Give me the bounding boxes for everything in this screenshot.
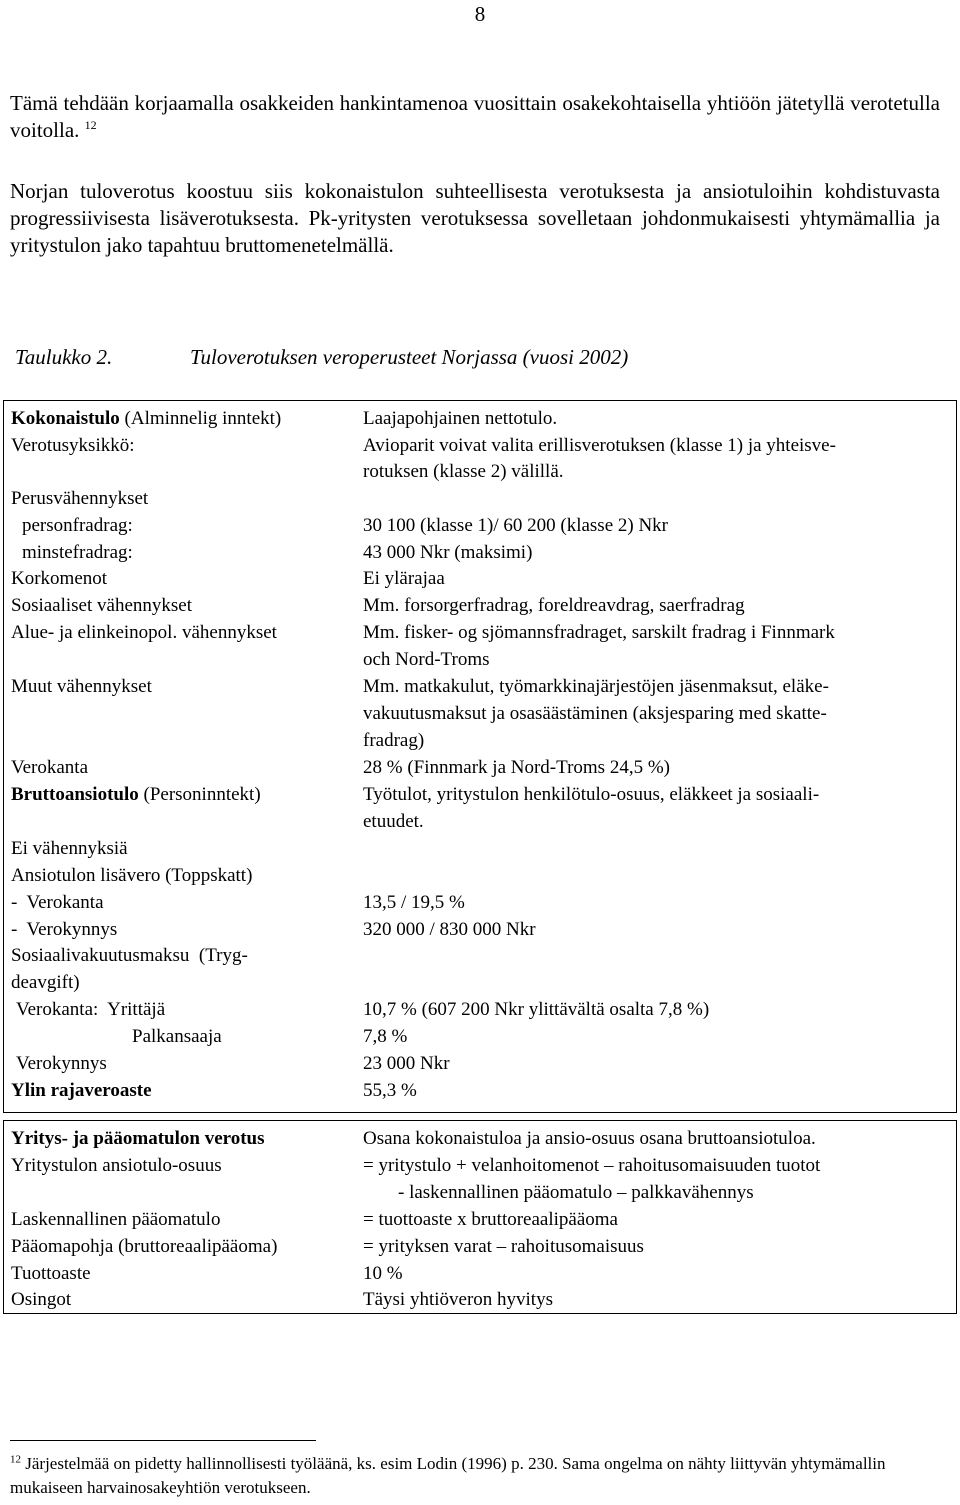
kokonaistulo-bold: Kokonaistulo: [11, 408, 120, 429]
palkansaaja-value: 7,8 %: [363, 1026, 408, 1047]
verotusyksikko-value-2: rotuksen (klasse 2) välillä.: [363, 461, 564, 482]
paaomapohja-label: Pääomapohja (bruttoreaalipääoma): [11, 1236, 278, 1257]
palkansaaja-label: Palkansaaja: [132, 1026, 222, 1047]
bruttoansiotulo-value-1: Työtulot, yritystulon henkilötulo-osuus, eläkkeet ja sosiaali-: [363, 784, 820, 805]
muut-value-3: fradrag): [363, 730, 425, 751]
alue-value-2: och Nord-Troms: [363, 649, 490, 670]
sosiaalivakuutusmaksu-2: deavgift): [11, 972, 80, 993]
paragraph-2: Norjan tuloverotus koostuu siis kokonaistulon suhteellisesta verotuksesta ja ansiotuloihin kohdistuvasta progressiivisesta lisäverotuksesta. Pk-yritysten verotuksessa sovelletaan johdonmukaisesti yhtymämallia ja yritystulon jako tapahtuu bruttomenetelmällä.: [10, 179, 940, 257]
korkomenot-label: Korkomenot: [11, 568, 108, 589]
verotusyksikko-label: Verotusyksikkö:: [11, 435, 135, 456]
toppskatt-verokanta-label: - Verokanta: [11, 892, 104, 913]
paragraph-1: [10, 90, 940, 144]
footnote: [10, 1452, 930, 1500]
minstefradrag-label: minstefradrag:: [22, 542, 133, 563]
personfradrag-value: 30 100 (klasse 1)/ 60 200 (klasse 2) Nkr: [363, 515, 669, 536]
osingot-value: Täysi yhtiöveron hyvitys: [363, 1289, 553, 1310]
verokynnys2-label: Verokynnys: [16, 1053, 107, 1074]
muut-label: Muut vähennykset: [11, 676, 152, 697]
kokonaistulo-rest: (Alminnelig inntekt): [124, 408, 282, 429]
ylin-rajaveroaste-label: Ylin rajaveroaste: [11, 1080, 152, 1101]
sosiaaliset-label: Sosiaaliset vähennykset: [11, 595, 192, 616]
ylin-rajaveroaste-value: 55,3 %: [363, 1080, 417, 1101]
table-caption-title: Tuloverotuksen veroperusteet Norjassa (vuosi 2002): [190, 345, 629, 369]
tuottoaste-label: Tuottoaste: [11, 1263, 91, 1284]
alue-label: Alue- ja elinkeinopol. vähennykset: [11, 622, 277, 643]
paaomapohja-value: = yrityksen varat – rahoitusomaisuus: [363, 1236, 644, 1257]
verokynnys2-value: 23 000 Nkr: [363, 1053, 450, 1074]
toppskatt-verokynnys-value: 320 000 / 830 000 Nkr: [363, 919, 536, 940]
osingot-label: Osingot: [11, 1289, 72, 1310]
ansiotulon-lisavero: Ansiotulon lisävero (Toppskatt): [11, 865, 253, 886]
muut-value-2: vakuutusmaksut ja osasäästäminen (aksjesparing med skatte-: [363, 703, 827, 724]
yritystulon-value-1: = yritystulo + velanhoitomenot – rahoitusomaisuuden tuotot: [363, 1155, 821, 1176]
verotusyksikko-value-1: Avioparit voivat valita erillisverotuksen (klasse 1) ja yhteisve-: [363, 435, 836, 456]
personfradrag-label: personfradrag:: [22, 515, 133, 536]
laskennallinen-label: Laskennallinen pääomatulo: [11, 1209, 221, 1230]
verokanta-yrittaja-label: Verokanta: Yrittäjä: [16, 999, 166, 1020]
table-caption-label: Taulukko 2.: [15, 345, 113, 369]
footnote-ref: 12: [84, 118, 97, 132]
bruttoansiotulo-rest: (Personinntekt): [143, 784, 261, 805]
business-income-table-box: [3, 1120, 957, 1314]
ei-vahennyksia: Ei vähennyksiä: [11, 838, 128, 859]
yritys-heading-value: Osana kokonaistuloa ja ansio-osuus osana bruttoansiotuloa.: [363, 1128, 816, 1149]
laskennallinen-value: = tuottoaste x bruttoreaalipääoma: [363, 1209, 618, 1230]
sosiaalivakuutusmaksu-1: Sosiaalivakuutusmaksu (Tryg-: [11, 945, 248, 966]
paragraph-1-text: Tämä tehdään korjaamalla osakkeiden hankintamenoa vuosittain osakekohtaisella yhtiöön jätetyllä verotetulla voitolla.: [10, 91, 940, 142]
table-caption: [15, 345, 629, 370]
yritys-heading: Yritys- ja pääomatulon verotus: [11, 1128, 265, 1149]
tuottoaste-value: 10 %: [363, 1263, 403, 1284]
bruttoansiotulo-bold: Bruttoansiotulo: [11, 784, 139, 805]
tax-table-box: [3, 400, 957, 1113]
perusvahennykset-label: Perusvähennykset: [11, 488, 149, 509]
kokonaistulo-value: Laajapohjainen nettotulo.: [363, 408, 558, 429]
toppskatt-verokanta-value: 13,5 / 19,5 %: [363, 892, 465, 913]
footnote-separator: [10, 1440, 316, 1441]
alue-value-1: Mm. fisker- og sjömannsfradraget, sarskilt fradrag i Finnmark: [363, 622, 835, 643]
korkomenot-value: Ei ylärajaa: [363, 568, 445, 589]
verokanta-value: 28 % (Finnmark ja Nord-Troms 24,5 %): [363, 757, 670, 778]
yritystulon-value-2: - laskennallinen pääomatulo – palkkavähennys: [398, 1182, 754, 1203]
verokanta-yrittaja-value: 10,7 % (607 200 Nkr ylittävältä osalta 7,8 %): [363, 999, 710, 1020]
muut-value-1: Mm. matkakulut, työmarkkinajärjestöjen jäsenmaksut, eläke-: [363, 676, 829, 697]
sosiaaliset-value: Mm. forsorgerfradrag, foreldreavdrag, saerfradrag: [363, 595, 745, 616]
verokanta-label: Verokanta: [11, 757, 89, 778]
bruttoansiotulo-value-2: etuudet.: [363, 811, 424, 832]
toppskatt-verokynnys-label: - Verokynnys: [11, 919, 118, 940]
footnote-number: 12: [10, 1453, 21, 1466]
minstefradrag-value: 43 000 Nkr (maksimi): [363, 542, 533, 563]
footnote-text: Järjestelmää on pidetty hallinnollisesti työläänä, ks. esim Lodin (1996) p. 230. Sama ongelma on nähty liittyvän yhtymämallin mukaiseen harvainosakeyhtiön verotukseen.: [10, 1454, 886, 1497]
yritystulon-label: Yritystulon ansiotulo-osuus: [11, 1155, 222, 1176]
kokonaistulo-heading: [11, 406, 281, 433]
page-number: 8: [474, 2, 486, 26]
bruttoansiotulo-heading: [11, 782, 261, 809]
